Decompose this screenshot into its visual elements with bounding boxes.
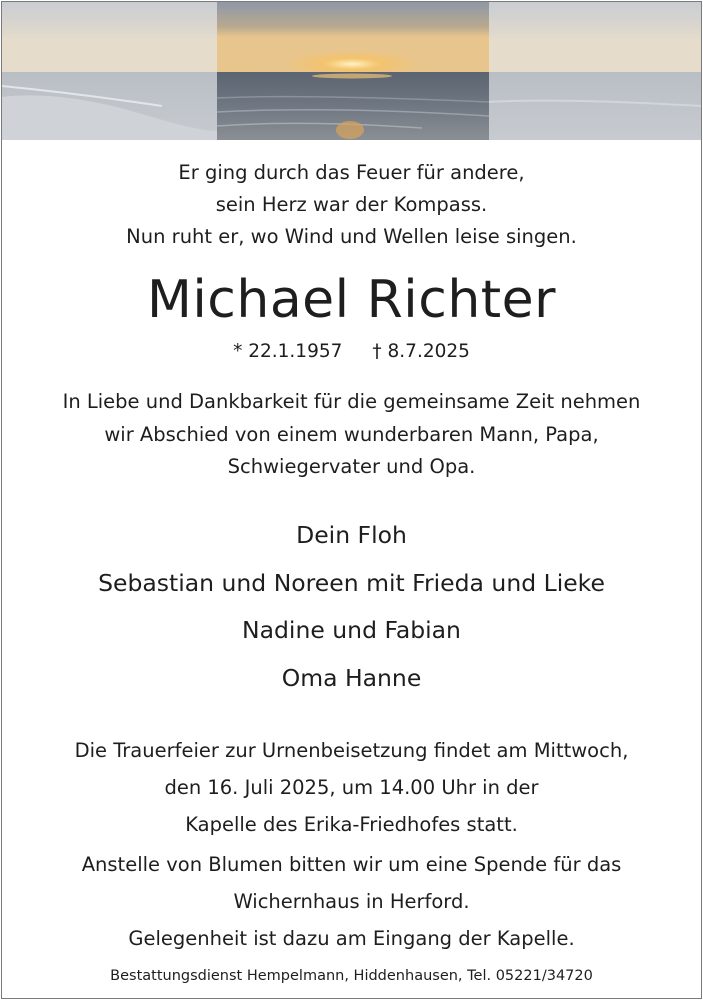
farewell-line: In Liebe und Dankbarkeit für die gemeinsame Zeit nehmen [62, 390, 641, 413]
donation-request [0, 846, 703, 957]
mourner-entry: Oma Hanne [281, 663, 422, 692]
sunset-sea-photo [2, 2, 701, 140]
donation-line: Wichernhaus in Herford. [233, 890, 470, 913]
deceased-name: Michael Richter [146, 270, 557, 330]
life-dates [0, 338, 703, 366]
mourners-list [0, 512, 703, 702]
mourner-entry: Dein Floh [296, 521, 407, 549]
donation-line: Gelegenheit ist dazu am Eingang der Kapelle. [128, 927, 575, 950]
farewell-line: wir Abschied von einem wunderbaren Mann, Papa, [104, 422, 599, 446]
service-line: Die Trauerfeier zur Urnenbeisetzung findet am Mittwoch, [74, 739, 629, 762]
verse-line: sein Herz war der Kompass. [215, 193, 488, 216]
donation-line: Anstelle von Blumen bitten wir um eine Spende für das [81, 853, 622, 876]
farewell-line: Schwiegervater und Opa. [227, 455, 476, 478]
memorial-verse [0, 157, 703, 253]
verse-line: Nun ruht er, wo Wind und Wellen leise singen. [126, 225, 577, 248]
funeral-service-info [0, 732, 703, 843]
birth-date: * 22.1.1957 [233, 341, 343, 362]
farewell-text [0, 386, 703, 484]
service-line: den 16. Juli 2025, um 14.00 Uhr in der [164, 776, 539, 799]
verse-line: Er ging durch das Feuer für andere, [178, 161, 525, 184]
header-sunset-photo [2, 2, 701, 140]
service-line: Kapelle des Erika-Friedhofes statt. [185, 813, 518, 836]
mourner-entry: Sebastian und Noreen mit Frieda und Lieke [98, 568, 605, 597]
mourner-entry: Nadine und Fabian [242, 616, 461, 644]
death-date: † 8.7.2025 [372, 341, 470, 362]
funeral-home-credit: Bestattungsdienst Hempelmann, Hiddenhausen, Tel. 05221/34720 [110, 968, 593, 984]
